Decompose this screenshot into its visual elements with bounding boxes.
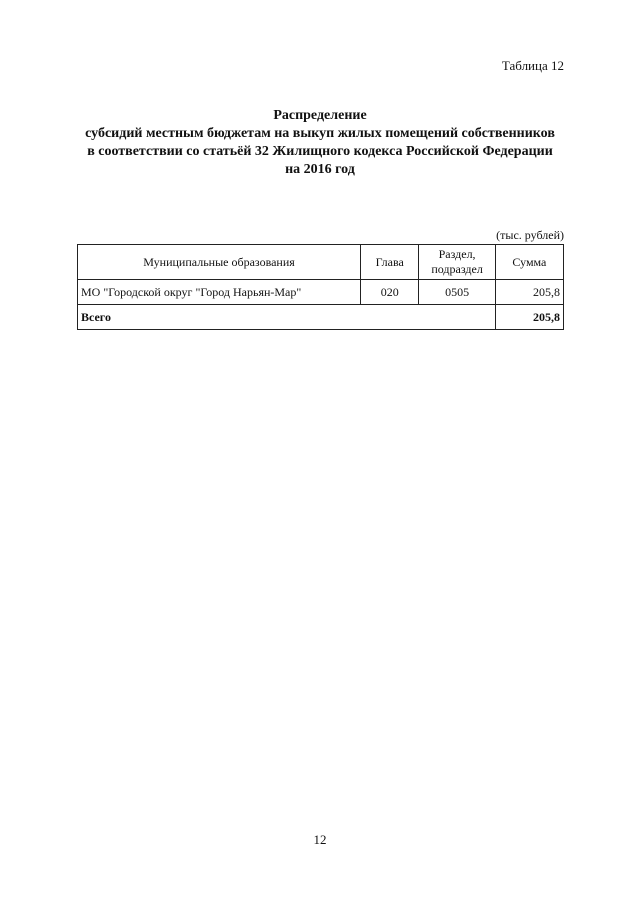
column-header-razdel: Раздел, подраздел [419,245,495,280]
total-label: Всего [78,305,496,330]
title-line-2: субсидий местным бюджетам на выкуп жилых помещений собственников [85,126,555,141]
title-line-4: на 2016 год [285,162,355,177]
document-title [60,107,580,179]
table-row [78,280,564,305]
title-line-3: в соответствии со статьёй 32 Жилищного кодекса Российской Федерации [87,144,553,159]
cell-summa: 205,8 [495,280,563,305]
subsidy-table [77,244,564,330]
page-number: 12 [313,832,327,847]
column-header-municipality: Муниципальные образования [78,245,361,280]
column-header-glava: Глава [361,245,419,280]
total-summa: 205,8 [495,305,563,330]
units-note: (тыс. рублей) [496,228,564,242]
cell-glava: 020 [361,280,419,305]
table-header-row [78,245,564,280]
table-number-label: Таблица 12 [501,58,564,73]
table-total-row [78,305,564,330]
title-line-1: Распределение [273,108,367,123]
column-header-summa: Сумма [495,245,563,280]
cell-razdel: 0505 [419,280,495,305]
cell-municipality: МО "Городской округ "Город Нарьян-Мар" [78,280,361,305]
